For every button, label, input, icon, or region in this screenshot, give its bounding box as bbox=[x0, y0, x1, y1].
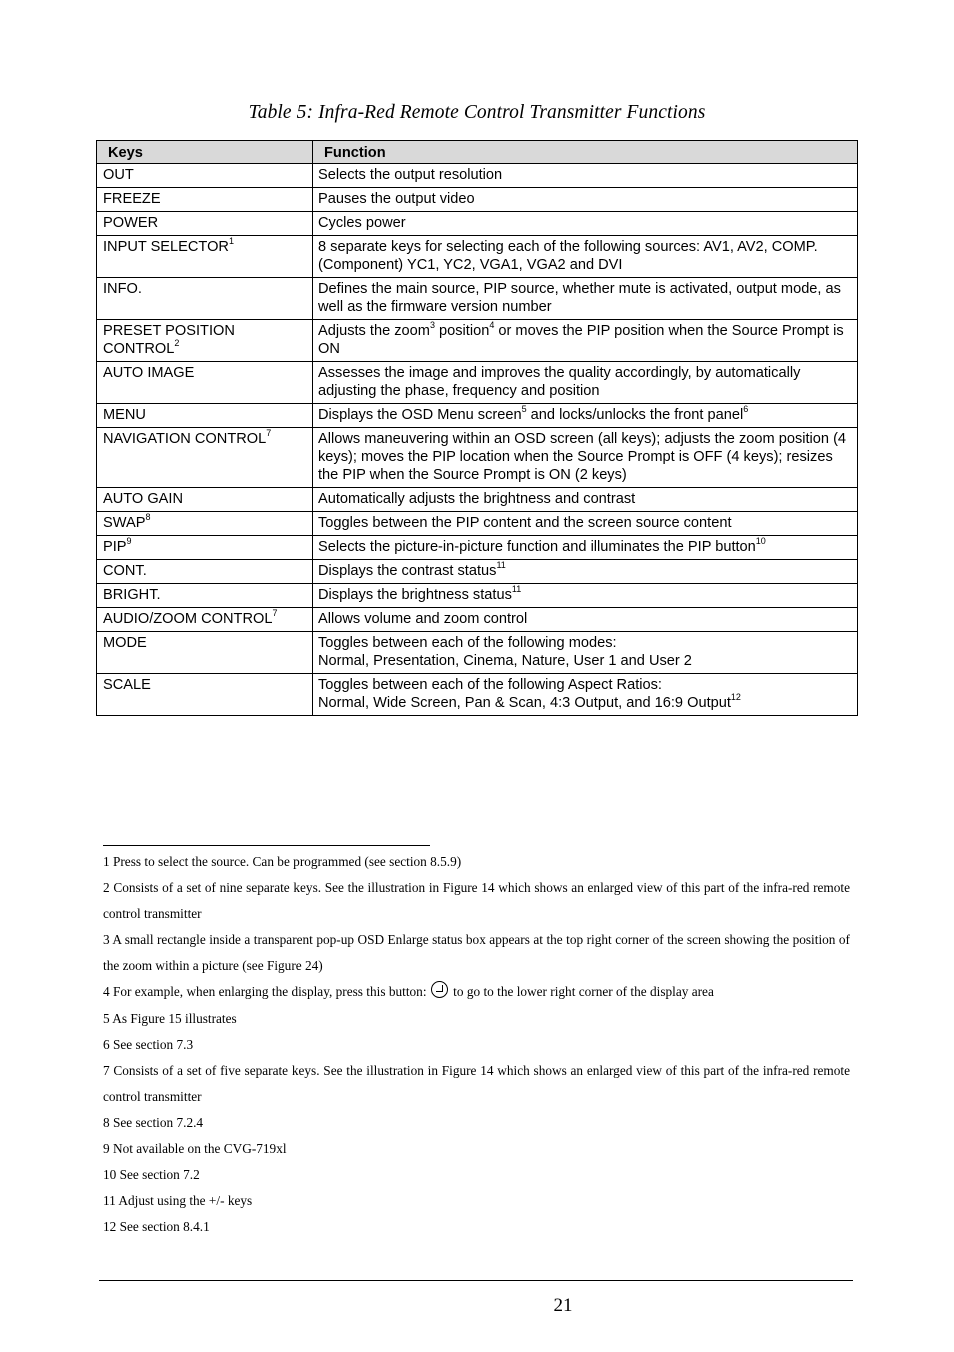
keys-column-header: Keys bbox=[97, 141, 313, 164]
key-cell bbox=[97, 560, 313, 584]
footnote-ref: 1 bbox=[228, 236, 234, 247]
table-row bbox=[97, 674, 858, 716]
function-text: Normal, Presentation, Cinema, Nature, User 1 and User 2 bbox=[318, 653, 692, 669]
function-text: position bbox=[434, 323, 490, 339]
footnote: 6 See section 7.3 bbox=[103, 1036, 194, 1052]
function-cell bbox=[313, 320, 858, 362]
key-cell bbox=[97, 428, 313, 488]
footnote: 1 Press to select the source. Can be programmed (see section 8.5.9) bbox=[103, 854, 462, 869]
footnote-ref: 4 bbox=[489, 320, 495, 331]
footnote-text: to go to the lower right corner of the display area bbox=[449, 984, 714, 1000]
footnote-ref: 3 bbox=[429, 320, 435, 331]
function-cell bbox=[313, 236, 858, 278]
footnote-ref: 9 bbox=[126, 536, 132, 547]
table-row bbox=[97, 428, 858, 488]
key-label: NAVIGATION CONTROL bbox=[103, 431, 267, 447]
table-row bbox=[97, 236, 858, 278]
function-column-header: Function bbox=[313, 141, 858, 164]
key-label: PRESET POSITION CONTROL bbox=[103, 323, 235, 357]
key-label: INFO. bbox=[103, 281, 142, 297]
table-row bbox=[97, 488, 858, 512]
key-cell bbox=[97, 236, 313, 278]
function-cell bbox=[313, 212, 858, 236]
key-label: SWAP bbox=[103, 515, 146, 531]
footnote bbox=[103, 979, 850, 1005]
key-cell bbox=[97, 674, 313, 716]
function-cell bbox=[313, 632, 858, 674]
key-cell bbox=[97, 212, 313, 236]
table-row bbox=[97, 212, 858, 236]
function-text: Defines the main source, PIP source, whether mute is activated, output mode, as well as the firmware version number bbox=[318, 281, 841, 315]
function-text: Toggles between each of the following modes: bbox=[318, 635, 617, 651]
table-row bbox=[97, 512, 858, 536]
function-text: Displays the contrast status bbox=[318, 563, 497, 579]
table-row bbox=[97, 404, 858, 428]
function-text: Displays the OSD Menu screen bbox=[318, 407, 522, 423]
footer-rule bbox=[99, 1280, 853, 1281]
function-cell bbox=[313, 164, 858, 188]
table-row bbox=[97, 164, 858, 188]
table-caption: Table 5: Infra-Red Remote Control Transmitter Functions bbox=[248, 102, 706, 123]
function-text: Toggles between each of the following Aspect Ratios: bbox=[318, 677, 662, 693]
footnotes bbox=[103, 849, 850, 1240]
key-label: CONT. bbox=[103, 563, 147, 579]
footnote-ref: 12 bbox=[730, 692, 741, 703]
key-cell bbox=[97, 188, 313, 212]
key-label: SCALE bbox=[103, 677, 151, 693]
footnote-ref: 8 bbox=[145, 512, 151, 523]
function-text: Assesses the image and improves the quality accordingly, by automatically adjusting the phase, frequency and position bbox=[318, 365, 801, 399]
table-row bbox=[97, 362, 858, 404]
function-text: Displays the brightness status bbox=[318, 587, 512, 603]
key-label: AUTO GAIN bbox=[103, 491, 184, 507]
function-text: Normal, Wide Screen, Pan & Scan, 4:3 Output, and 16:9 Output bbox=[318, 695, 731, 711]
footnote-ref: 11 bbox=[511, 584, 522, 595]
key-cell bbox=[97, 404, 313, 428]
table-row bbox=[97, 188, 858, 212]
footnote-text: 4 For example, when enlarging the display, press this button: bbox=[103, 984, 430, 1000]
key-cell bbox=[97, 362, 313, 404]
key-label: MENU bbox=[103, 407, 146, 423]
key-label: AUDIO/ZOOM CONTROL bbox=[103, 611, 273, 627]
key-cell bbox=[97, 164, 313, 188]
footnote-ref: 2 bbox=[174, 338, 180, 349]
key-cell bbox=[97, 488, 313, 512]
key-label: AUTO IMAGE bbox=[103, 365, 195, 381]
key-cell bbox=[97, 536, 313, 560]
key-label: BRIGHT. bbox=[103, 587, 161, 603]
function-cell bbox=[313, 560, 858, 584]
function-cell bbox=[313, 512, 858, 536]
function-text: Adjusts the zoom bbox=[318, 323, 430, 339]
function-cell bbox=[313, 584, 858, 608]
function-cell bbox=[313, 362, 858, 404]
key-cell bbox=[97, 608, 313, 632]
footnote: 9 Not available on the CVG-719xl bbox=[103, 1141, 287, 1157]
lower-right-arrow-button-icon bbox=[431, 981, 448, 998]
footnote: 11 Adjust using the +/- keys bbox=[103, 1193, 253, 1209]
function-cell bbox=[313, 404, 858, 428]
table-row bbox=[97, 536, 858, 560]
function-text: Cycles power bbox=[318, 215, 406, 231]
key-label: POWER bbox=[103, 215, 159, 231]
function-text: or moves the PIP position when the Source Prompt is ON bbox=[318, 323, 844, 357]
footnote: 8 See section 7.2.4 bbox=[103, 1114, 204, 1130]
key-cell bbox=[97, 320, 313, 362]
function-text: Toggles between the PIP content and the screen source content bbox=[318, 515, 732, 531]
footnote-ref: 10 bbox=[755, 536, 766, 547]
footnote-ref: 5 bbox=[521, 404, 527, 415]
remote-functions-table bbox=[96, 140, 858, 716]
key-cell bbox=[97, 584, 313, 608]
key-cell bbox=[97, 632, 313, 674]
function-cell bbox=[313, 278, 858, 320]
footnote: 2 Consists of a set of nine separate keys. See the illustration in Figure 14 which shows an enlarged view of this part of the infra-red remote control transmitter bbox=[103, 880, 850, 922]
function-cell bbox=[313, 674, 858, 716]
footnote-ref: 7 bbox=[272, 608, 278, 619]
table-row bbox=[97, 320, 858, 362]
table-header-row bbox=[97, 141, 858, 164]
function-text: Selects the output resolution bbox=[318, 167, 503, 183]
footnote: 7 Consists of a set of five separate keys. See the illustration in Figure 14 which shows an enlarged view of this part of the infra-red remote control transmitter bbox=[103, 1062, 850, 1104]
key-cell bbox=[97, 512, 313, 536]
page-number: 21 bbox=[553, 1295, 573, 1316]
function-cell bbox=[313, 488, 858, 512]
footnote-ref: 6 bbox=[743, 404, 749, 415]
function-text: Allows maneuvering within an OSD screen (all keys); adjusts the zoom position (4 keys); moves the PIP location when the Source Prompt is OFF (4 keys); resizes the PIP when the Source Prompt is ON (2 keys) bbox=[318, 431, 847, 483]
footnote-ref: 11 bbox=[496, 560, 506, 571]
footnote-separator bbox=[103, 845, 430, 846]
table-row bbox=[97, 584, 858, 608]
function-text: 8 separate keys for selecting each of the following sources: AV1, AV2, COMP. (Component) YC1, YC2, VGA1, VGA2 and DVI bbox=[318, 239, 818, 273]
function-cell bbox=[313, 608, 858, 632]
function-cell bbox=[313, 536, 858, 560]
function-text: and locks/unlocks the front panel bbox=[526, 407, 744, 423]
key-cell bbox=[97, 278, 313, 320]
table-row bbox=[97, 608, 858, 632]
function-text: Automatically adjusts the brightness and contrast bbox=[318, 491, 636, 507]
key-label: INPUT SELECTOR bbox=[103, 239, 229, 255]
table-row bbox=[97, 560, 858, 584]
key-label: MODE bbox=[103, 635, 147, 651]
key-label: OUT bbox=[103, 167, 134, 183]
function-cell bbox=[313, 188, 858, 212]
footnote-ref: 7 bbox=[266, 428, 272, 439]
table-row bbox=[97, 278, 858, 320]
key-label: FREEZE bbox=[103, 191, 161, 207]
function-text: Allows volume and zoom control bbox=[318, 611, 528, 627]
function-cell bbox=[313, 428, 858, 488]
footnote: 3 A small rectangle inside a transparent pop-up OSD Enlarge status box appears at the top right corner of the screen showing the position of the zoom within a picture (see Figure 24) bbox=[103, 932, 850, 974]
function-text: Pauses the output video bbox=[318, 191, 475, 207]
footnote: 10 See section 7.2 bbox=[103, 1167, 200, 1183]
key-label: PIP bbox=[103, 539, 127, 555]
footnote: 5 As Figure 15 illustrates bbox=[103, 1010, 237, 1026]
function-text: Selects the picture-in-picture function and illuminates the PIP button bbox=[318, 539, 756, 555]
table-row bbox=[97, 632, 858, 674]
footnote: 12 See section 8.4.1 bbox=[103, 1219, 210, 1235]
